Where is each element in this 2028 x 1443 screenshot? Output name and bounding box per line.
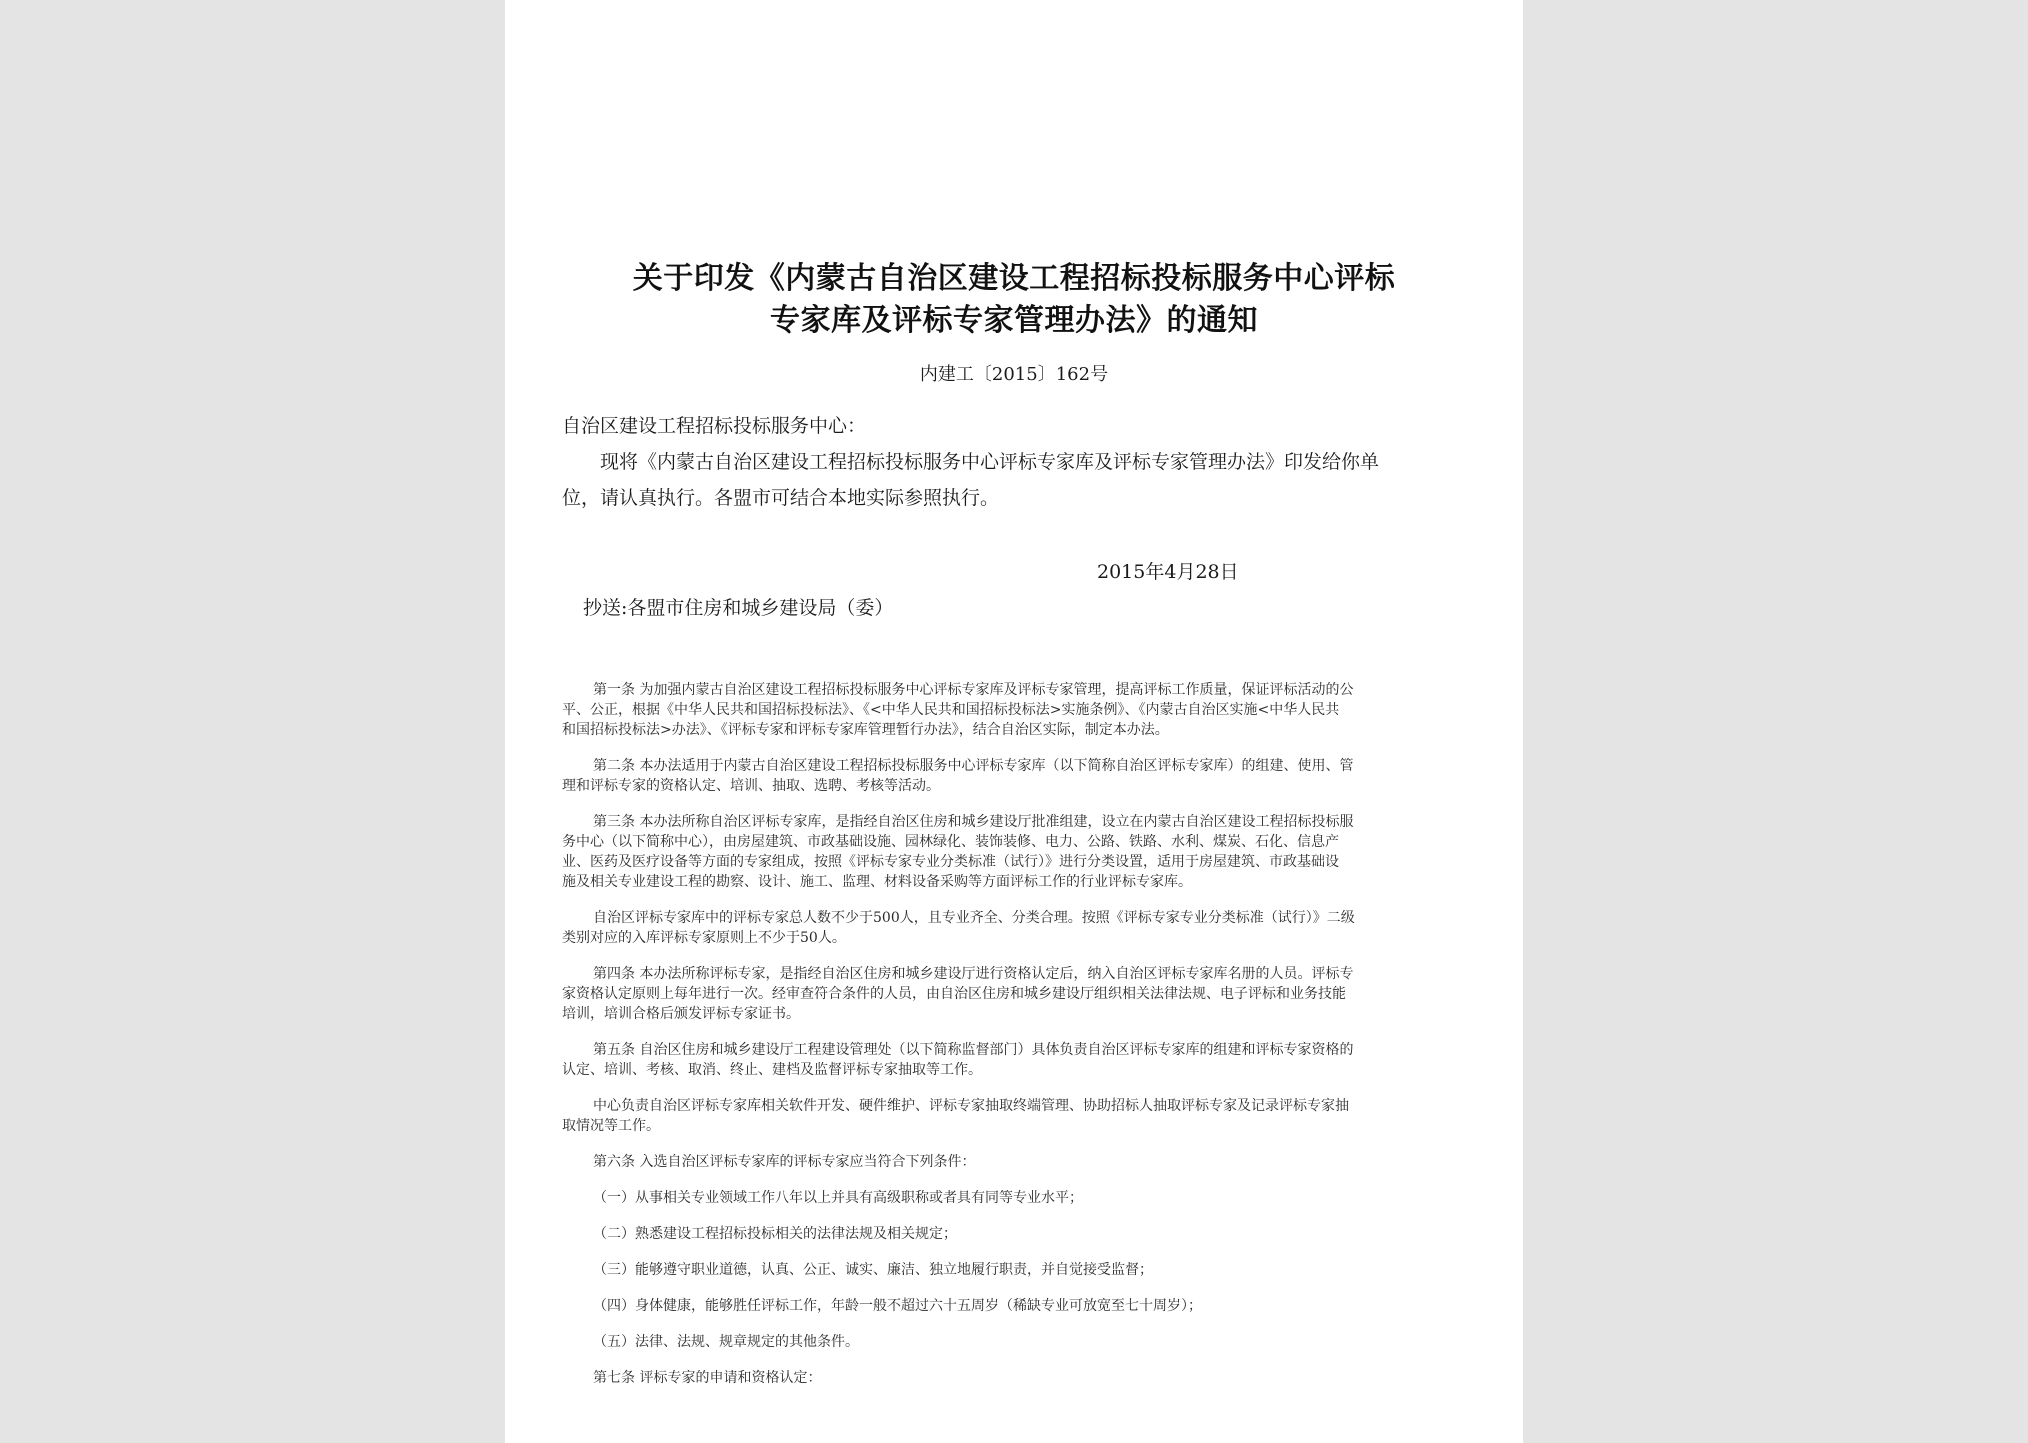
article-5b-line1: 中心负责自治区评标专家库相关软件开发、硬件维护、评标专家抽取终端管理、协助招标人抽取评标专家及记录评标专家抽 <box>593 1098 1349 1114</box>
article-5b-line2: 取情况等工作。 <box>562 1118 660 1134</box>
article-6-item-2: （二）熟悉建设工程招标投标相关的法律法规及相关规定； <box>593 1226 957 1242</box>
article-6-item-4: （四）身体健康，能够胜任评标工作，年龄一般不超过六十五周岁（稀缺专业可放宽至七十周岁）； <box>593 1298 1202 1314</box>
addressee: 自治区建设工程招标投标服务中心： <box>562 415 867 437</box>
article-2-line2: 理和评标专家的资格认定、培训、抽取、选聘、考核等活动。 <box>562 778 940 794</box>
article-3-line1: 第三条 本办法所称自治区评标专家库，是指经自治区住房和城乡建设厅批准组建，设立在内蒙古自治区建设工程招标投标服 <box>593 814 1354 830</box>
article-6-item-5: （五）法律、法规、规章规定的其他条件。 <box>593 1334 859 1350</box>
notice-body-line2: 位，请认真执行。各盟市可结合本地实际参照执行。 <box>562 487 1000 509</box>
article-2-line1: 第二条 本办法适用于内蒙古自治区建设工程招标投标服务中心评标专家库（以下简称自治区评标专家库）的组建、使用、管 <box>593 758 1354 774</box>
document-number: 内建工〔2015〕162号 <box>919 364 1109 385</box>
article-3-line4: 施及相关专业建设工程的勘察、设计、施工、监理、材料设备采购等方面评标工作的行业评标专家库。 <box>562 874 1192 890</box>
article-3b-line1: 自治区评标专家库中的评标专家总人数不少于500人，且专业齐全、分类合理。按照《评标专家专业分类标准（试行）》二级 <box>593 910 1355 926</box>
article-7: 第七条 评标专家的申请和资格认定： <box>593 1370 822 1386</box>
article-4-line1: 第四条 本办法所称评标专家，是指经自治区住房和城乡建设厅进行资格认定后，纳入自治区评标专家库名册的人员。评标专 <box>593 966 1354 982</box>
article-3-line2: 务中心（以下简称中心），由房屋建筑、市政基础设施、园林绿化、装饰装修、电力、公路、铁路、水利、煤炭、石化、信息产 <box>562 834 1339 850</box>
issue-date: 2015年4月28日 <box>1097 561 1239 583</box>
article-6-item-1: （一）从事相关专业领域工作八年以上并具有高级职称或者具有同等专业水平； <box>593 1190 1083 1206</box>
article-6: 第六条 入选自治区评标专家库的评标专家应当符合下列条件： <box>593 1154 976 1170</box>
article-4-line2: 家资格认定原则上每年进行一次。经审查符合条件的人员，由自治区住房和城乡建设厅组织相关法律法规、电子评标和业务技能 <box>562 986 1346 1002</box>
article-6-item-3: （三）能够遵守职业道德，认真、公正、诚实、廉洁、独立地履行职责，并自觉接受监督； <box>593 1262 1153 1278</box>
article-1-line2: 平、公正，根据《中华人民共和国招标投标法》、《<中华人民共和国招标投标法>实施条例》、《内蒙古自治区实施<中华人民共 <box>562 702 1340 718</box>
document-title-line2: 专家库及评标专家管理办法》的通知 <box>770 303 1258 338</box>
notice-body-line1: 现将《内蒙古自治区建设工程招标投标服务中心评标专家库及评标专家管理办法》印发给你单 <box>600 451 1380 473</box>
article-3-line3: 业、医药及医疗设备等方面的专家组成，按照《评标专家专业分类标准（试行）》进行分类设置，适用于房屋建筑、市政基础设 <box>562 854 1339 870</box>
article-3b-line2: 类别对应的入库评标专家原则上不少于50人。 <box>562 930 846 946</box>
carbon-copy: 抄送:各盟市住房和城乡建设局（委） <box>583 597 894 619</box>
article-4-line3: 培训，培训合格后颁发评标专家证书。 <box>562 1006 800 1022</box>
article-1-line1: 第一条 为加强内蒙古自治区建设工程招标投标服务中心评标专家库及评标专家管理，提高评标工作质量，保证评标活动的公 <box>593 682 1354 698</box>
article-1-line3: 和国招标投标法>办法》、《评标专家和评标专家库管理暂行办法》，结合自治区实际，制定本办法。 <box>562 722 1169 738</box>
document-page <box>505 0 1523 1443</box>
article-5-line1: 第五条 自治区住房和城乡建设厅工程建设管理处（以下简称监督部门）具体负责自治区评标专家库的组建和评标专家资格的 <box>593 1042 1354 1058</box>
document-title-line1: 关于印发《内蒙古自治区建设工程招标投标服务中心评标 <box>632 261 1396 296</box>
article-5-line2: 认定、培训、考核、取消、终止、建档及监督评标专家抽取等工作。 <box>562 1062 982 1078</box>
